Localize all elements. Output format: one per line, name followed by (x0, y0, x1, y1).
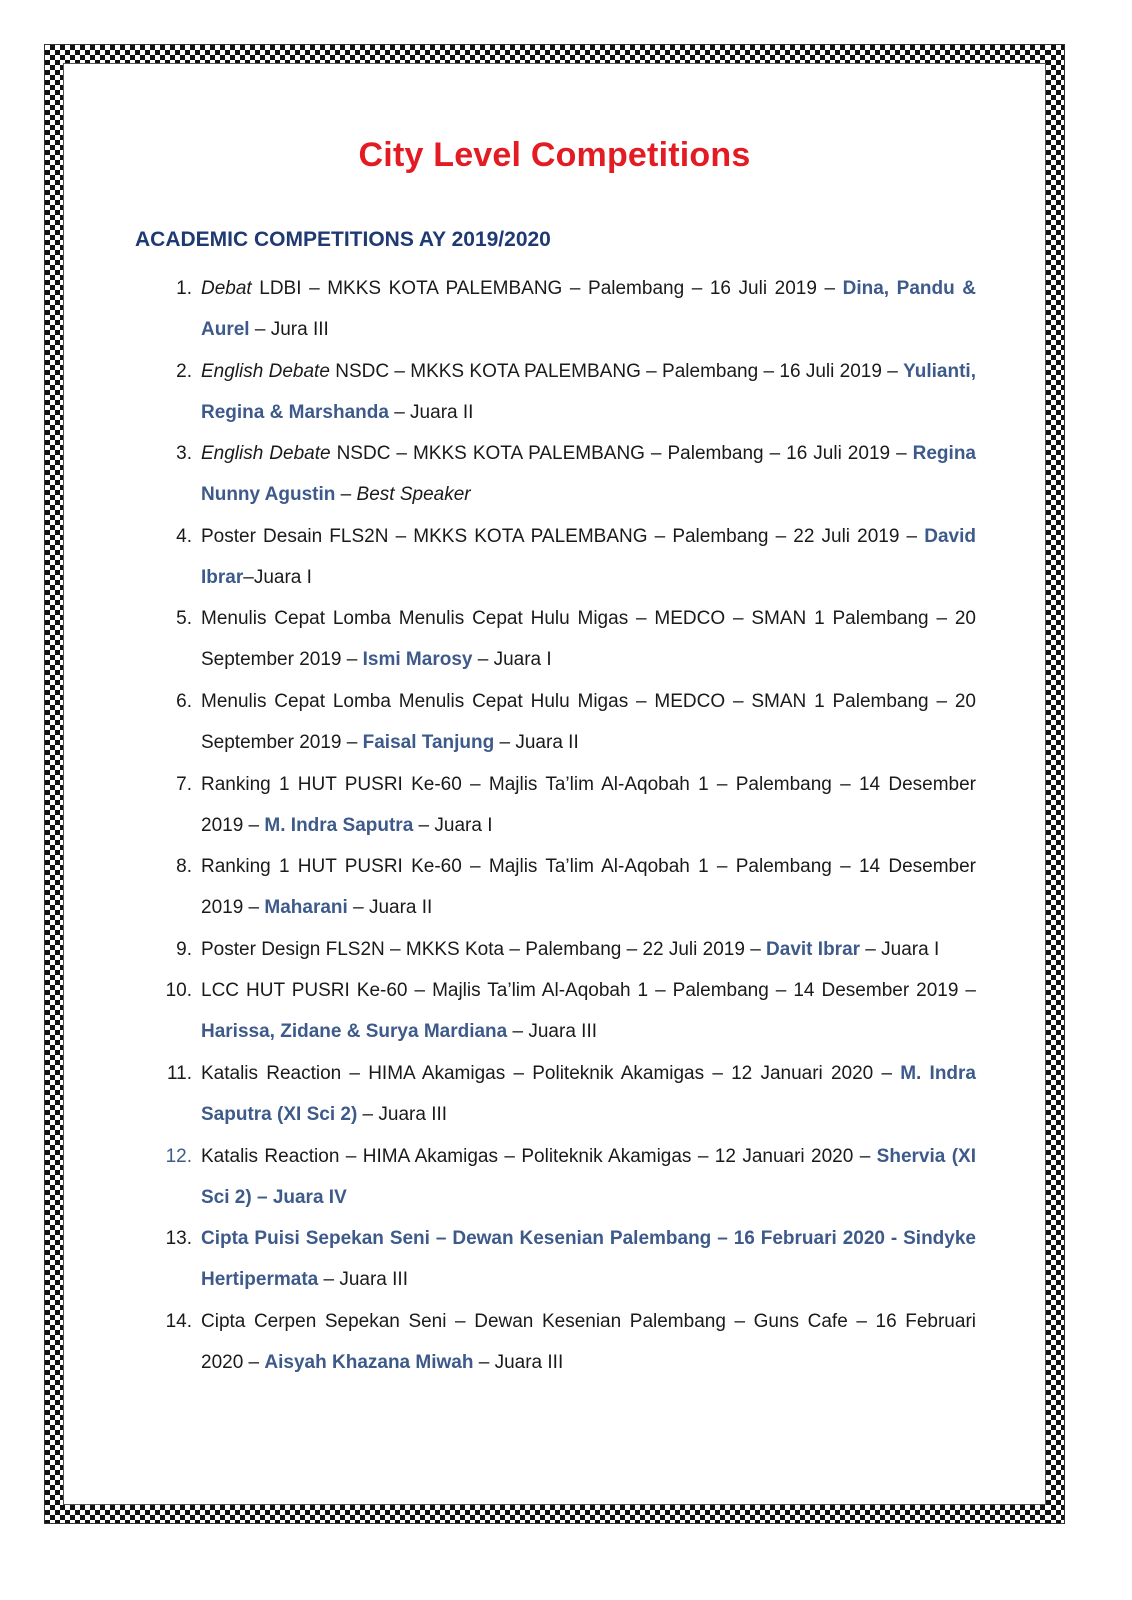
item-text (201, 1136, 976, 1218)
list-item (160, 1136, 976, 1218)
participant-names: Yulianti, Regina & Marshanda (201, 360, 976, 423)
list-item (160, 516, 976, 598)
item-number: 13. (165, 1228, 192, 1250)
award: – Juara I (472, 649, 552, 671)
list-item (160, 1301, 976, 1383)
award: – Juara I (413, 814, 493, 836)
checkered-border-right (1046, 45, 1064, 1523)
item-text (201, 351, 976, 433)
award: – Juara III (357, 1103, 448, 1125)
award: – Juara I (860, 938, 940, 960)
award-title: Best Speaker (356, 484, 471, 506)
item-text (201, 433, 976, 515)
item-number: 4. (176, 525, 192, 547)
item-number: 1. (176, 278, 192, 299)
competition-type: English Debate (201, 443, 331, 465)
participant-names: Regina Nunny Agustin (201, 443, 976, 506)
checkered-border-top (45, 45, 1064, 63)
page-title: City Level Competitions (358, 136, 751, 174)
list-item (160, 846, 976, 928)
item-text (201, 846, 976, 928)
competition-details: Menulis Cepat Lomba Menulis Cepat Hulu Migas – MEDCO – SMAN 1 Palembang – 20 September 2019 – (201, 690, 976, 753)
item-text (201, 598, 976, 680)
competition-details: Cipta Cerpen Sepekan Seni – Dewan Kesenian Palembang – Guns Cafe – 16 Februari 2020 – (201, 1310, 976, 1373)
item-text (201, 970, 976, 1052)
competition-list (160, 268, 976, 1383)
item-number: 7. (176, 773, 192, 795)
item-number: 14. (165, 1310, 192, 1332)
award: – Juara III (473, 1351, 564, 1373)
competition-details: NSDC – MKKS KOTA PALEMBANG – Palembang – 16 Juli 2019 – (330, 443, 913, 465)
award: – Juara II (388, 401, 474, 423)
item-number: 6. (176, 690, 192, 712)
participant-names: Faisal Tanjung (362, 731, 495, 753)
participant-names: Harissa, Zidane & Surya Mardiana (201, 1021, 508, 1043)
item-text (201, 268, 976, 350)
award: – Juara II (494, 731, 579, 753)
competition-details: Ranking 1 HUT PUSRI Ke-60 – Majlis Ta’lim Al-Aqobah 1 – Palembang – 14 Desember 2019 – (201, 856, 976, 919)
competition-details: LCC HUT PUSRI Ke-60 – Majlis Ta’lim Al-Aqobah 1 – Palembang – 14 Desember 2019 – (201, 980, 976, 1002)
participant-names: Maharani (264, 897, 348, 919)
competition-details: Menulis Cepat Lomba Menulis Cepat Hulu Migas – MEDCO – SMAN 1 Palembang – 20 September 2019 – (201, 608, 976, 671)
item-text (201, 1301, 976, 1383)
list-item (160, 268, 976, 350)
checkered-border-bottom (45, 1505, 1064, 1523)
participant-names: Ismi Marosy (362, 649, 473, 671)
list-item (160, 764, 976, 846)
item-number: 10. (165, 980, 192, 1002)
item-text (201, 764, 976, 846)
participant-names: David Ibrar (201, 525, 976, 588)
participant-names: M. Indra Saputra (264, 814, 414, 836)
item-number: 9. (176, 938, 192, 960)
list-item (160, 351, 976, 433)
competition-details: Poster Desain FLS2N – MKKS KOTA PALEMBANG – Palembang – 22 Juli 2019 – (201, 525, 925, 547)
competition-details: Ranking 1 HUT PUSRI Ke-60 – Majlis Ta’lim Al-Aqobah 1 – Palembang – 14 Desember 2019 – (201, 773, 976, 836)
award: – Jura III (249, 319, 329, 340)
item-number: 2. (176, 360, 192, 382)
award: – Juara III (507, 1021, 598, 1043)
competition-details: Katalis Reaction – HIMA Akamigas – Politeknik Akamigas – 12 Januari 2020 – (201, 1145, 877, 1167)
list-item (160, 598, 976, 680)
section-heading: ACADEMIC COMPETITIONS AY 2019/2020 (135, 228, 551, 251)
list-item (160, 970, 976, 1052)
item-number: 11. (166, 1062, 192, 1084)
checkered-border-left (45, 45, 63, 1523)
item-text (201, 1053, 976, 1135)
item-number: 3. (176, 443, 192, 465)
list-item (160, 681, 976, 763)
award: – Juara II (347, 897, 433, 919)
participant-names: Shervia (XI Sci 2) – Juara IV (201, 1145, 976, 1208)
participant-names: Davit Ibrar (766, 938, 861, 960)
competition-type: English Debate (201, 360, 330, 382)
item-text (201, 516, 976, 598)
item-text (201, 929, 976, 970)
participant-names: Aisyah Khazana Miwah (264, 1351, 474, 1373)
competition-details: Poster Design FLS2N – MKKS Kota – Palembang – 22 Juli 2019 – (201, 938, 767, 960)
competition-details: NSDC – MKKS KOTA PALEMBANG – Palembang – 16 Juli 2019 – (329, 360, 904, 382)
competition-details: LDBI – MKKS KOTA PALEMBANG – Palembang – 16 Juli 2019 – (251, 278, 843, 299)
list-item (160, 929, 976, 970)
award: –Juara I (243, 566, 312, 588)
item-number: 5. (176, 608, 192, 630)
award: – (335, 484, 357, 506)
competition-type: Debat (201, 278, 252, 299)
participant-names: Dina, Pandu & Aurel (201, 278, 976, 340)
competition-details: Katalis Reaction – HIMA Akamigas – Politeknik Akamigas – 12 Januari 2020 – (201, 1062, 901, 1084)
list-item (160, 1053, 976, 1135)
item-number: 8. (176, 856, 192, 878)
participant-names: M. Indra Saputra (XI Sci 2) (201, 1062, 977, 1125)
item-number: 12. (165, 1145, 192, 1167)
participant-names: Cipta Puisi Sepekan Seni – Dewan Kesenian Palembang – 16 Februari 2020 - Sindyke Hertipermata (201, 1228, 976, 1291)
award: – Juara III (318, 1269, 408, 1291)
item-text (201, 1218, 976, 1300)
list-item (160, 1218, 976, 1300)
item-text (201, 681, 976, 763)
list-item (160, 433, 976, 515)
